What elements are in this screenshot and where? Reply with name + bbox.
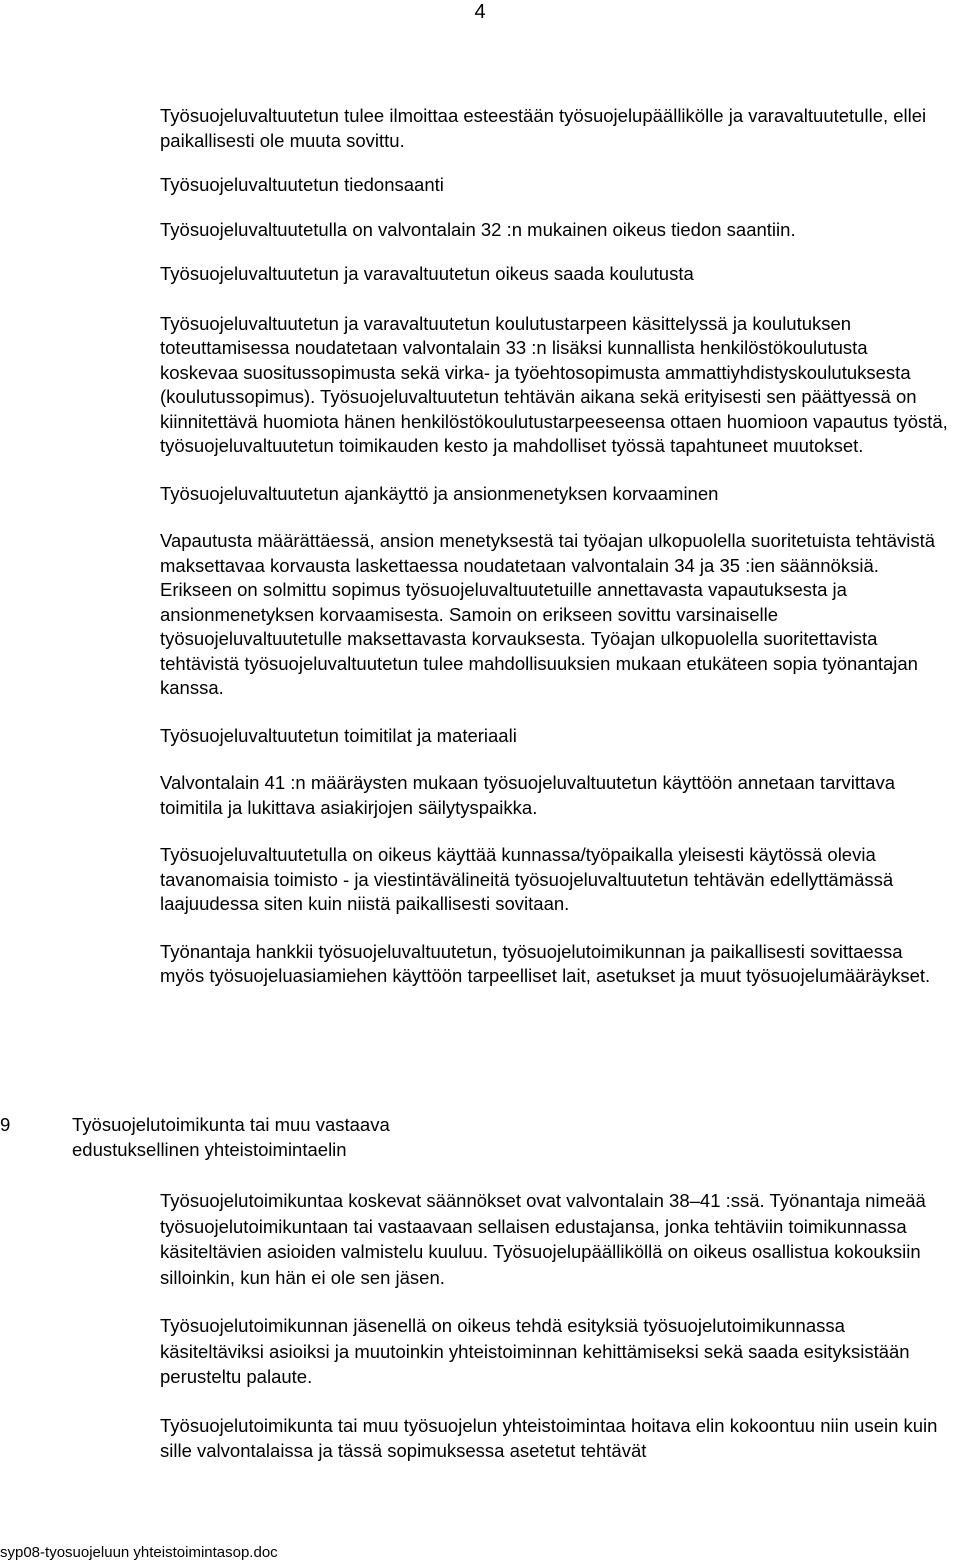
footer-filename: syp08-tyosuojeluun yhteistoimintasop.doc [0, 1544, 278, 1561]
section-title-line-2: edustuksellinen yhteistoimintaelin [72, 1139, 347, 1160]
paragraph-meeting-frequency: Työsuojelutoimikunta tai muu työsuojelun yhteistoimintaa hoitava elin kokoontuu niin usein kuin sille valvontalaissa ja tässä sopimuksessa asetetut tehtävät [160, 1414, 938, 1461]
paragraph-time-use-compensation: Vapautusta määrättäessä, ansion menetyksestä tai työajan ulkopuolella suoritetuista tehtävistä maksettavaa korvausta laskettaessa noudatetaan valvontalain 34 ja 35 :ien säännöksiä. Erikseen on solmittu sopimus työsuojeluvaltuutetuille annettavasta vapautuksesta ja ansionmenetyksen korvaamisesta. Samoin on erikseen sovittu varsinaiselle työsuojeluvaltuutetulle maksettavasta korvauksesta. Työajan ulkopuolella suoritettavista tehtävistä työsuojeluvaltuutetun tulee mahdollisuuksien mukaan etukäteen sopia työnantajan kanssa. [160, 530, 936, 698]
section-title-line-1: Työsuojelutoimikunta tai muu vastaava [72, 1114, 390, 1135]
paragraph-office-equipment: Työsuojeluvaltuutetulla on oikeus käyttää kunnassa/työpaikalla yleisesti käytössä olevia tavanomaisia toimisto - ja viestintävälineitä työsuojeluvaltuutetun tehtävän edellyttämässä laajuudessa siten kuin niistä paikallisesti sovitaan. [160, 844, 894, 914]
heading-training: Työsuojeluvaltuutetun ja varavaltuutetun oikeus saada koulutusta [160, 263, 694, 284]
paragraph-member-proposals: Työsuojelutoimikunnan jäsenellä on oikeus tehdä esityksiä työsuojelutoimikunnassa käsiteltäviksi asioiksi ja muutoinkin yhteistoiminnan kehittämiseksi sekä saada esityksistään perusteltu palaute. [160, 1315, 910, 1387]
heading-access-to-information: Työsuojeluvaltuutetun tiedonsaanti [160, 174, 444, 195]
section-9-body [160, 1188, 950, 1464]
paragraph-facilities: Valvontalain 41 :n määräysten mukaan työsuojeluvaltuutetun käyttöön annetaan tarvittava toimitila ja lukittava asiakirjojen säilytyspaikka. [160, 772, 895, 818]
paragraph-regulations: Työnantaja hankkii työsuojeluvaltuutetun, työsuojelutoimikunnan ja paikallisesti sovittaessa myös työsuojeluasiamiehen käyttöön tarpeelliset lait, asetukset ja muut työsuojelumääräykset. [160, 940, 931, 986]
section-number: 9 [0, 1114, 11, 1135]
paragraph-absence-notice: Työsuojeluvaltuutetun tulee ilmoittaa esteestään työsuojelupäällikölle ja varavaltuutetulle, ellei paikallisesti ole muuta sovittu. [160, 105, 927, 151]
heading-facilities-materials: Työsuojeluvaltuutetun toimitilat ja materiaali [160, 724, 517, 746]
section-title [72, 1112, 572, 1162]
paragraph-access-to-information: Työsuojeluvaltuutetulla on valvontalain 32 :n mukainen oikeus tiedon saantiin. [160, 218, 796, 240]
heading-time-use-compensation: Työsuojeluvaltuutetun ajankäyttö ja ansionmenetyksen korvaaminen [160, 482, 719, 504]
paragraph-training: Työsuojeluvaltuutetun ja varavaltuutetun koulutustarpeen käsittelyssä ja koulutuksen toteuttamisessa noudatetaan valvontalain 33 :n lisäksi kunnallista henkilöstökoulutusta koskevaa suositussopimusta sekä virka- ja työehtosopimusta ammattiyhdistyskoulutuksesta (koulutussopimus). Työsuojeluvaltuutetun tehtävän aikana sekä erityisesti sen päättyessä on kiinnitettävä huomiota hänen henkilöstökoulutustarpeeseensa ottaen huomioon vapautus työstä, työsuojeluvaltuutetun toimikauden kesto ja mahdolliset työssä tapahtuneet muutokset. [160, 312, 948, 456]
page-number: 4 [474, 1, 486, 23]
paragraph-committee-rules: Työsuojelutoimikuntaa koskevat säännökset ovat valvontalain 38–41 :ssä. Työnantaja nimeää työsuojelutoimikuntaan tai vastaavaan sellaisen edustajansa, jonka tehtäviin toimikunnassa käsiteltävien asioiden valmistelu kuuluu. Työsuojelupäälliköllä on oikeus osallistua kokouksiin silloinkin, kun hän ei ole sen jäsen. [160, 1190, 926, 1288]
document-body [160, 104, 950, 989]
